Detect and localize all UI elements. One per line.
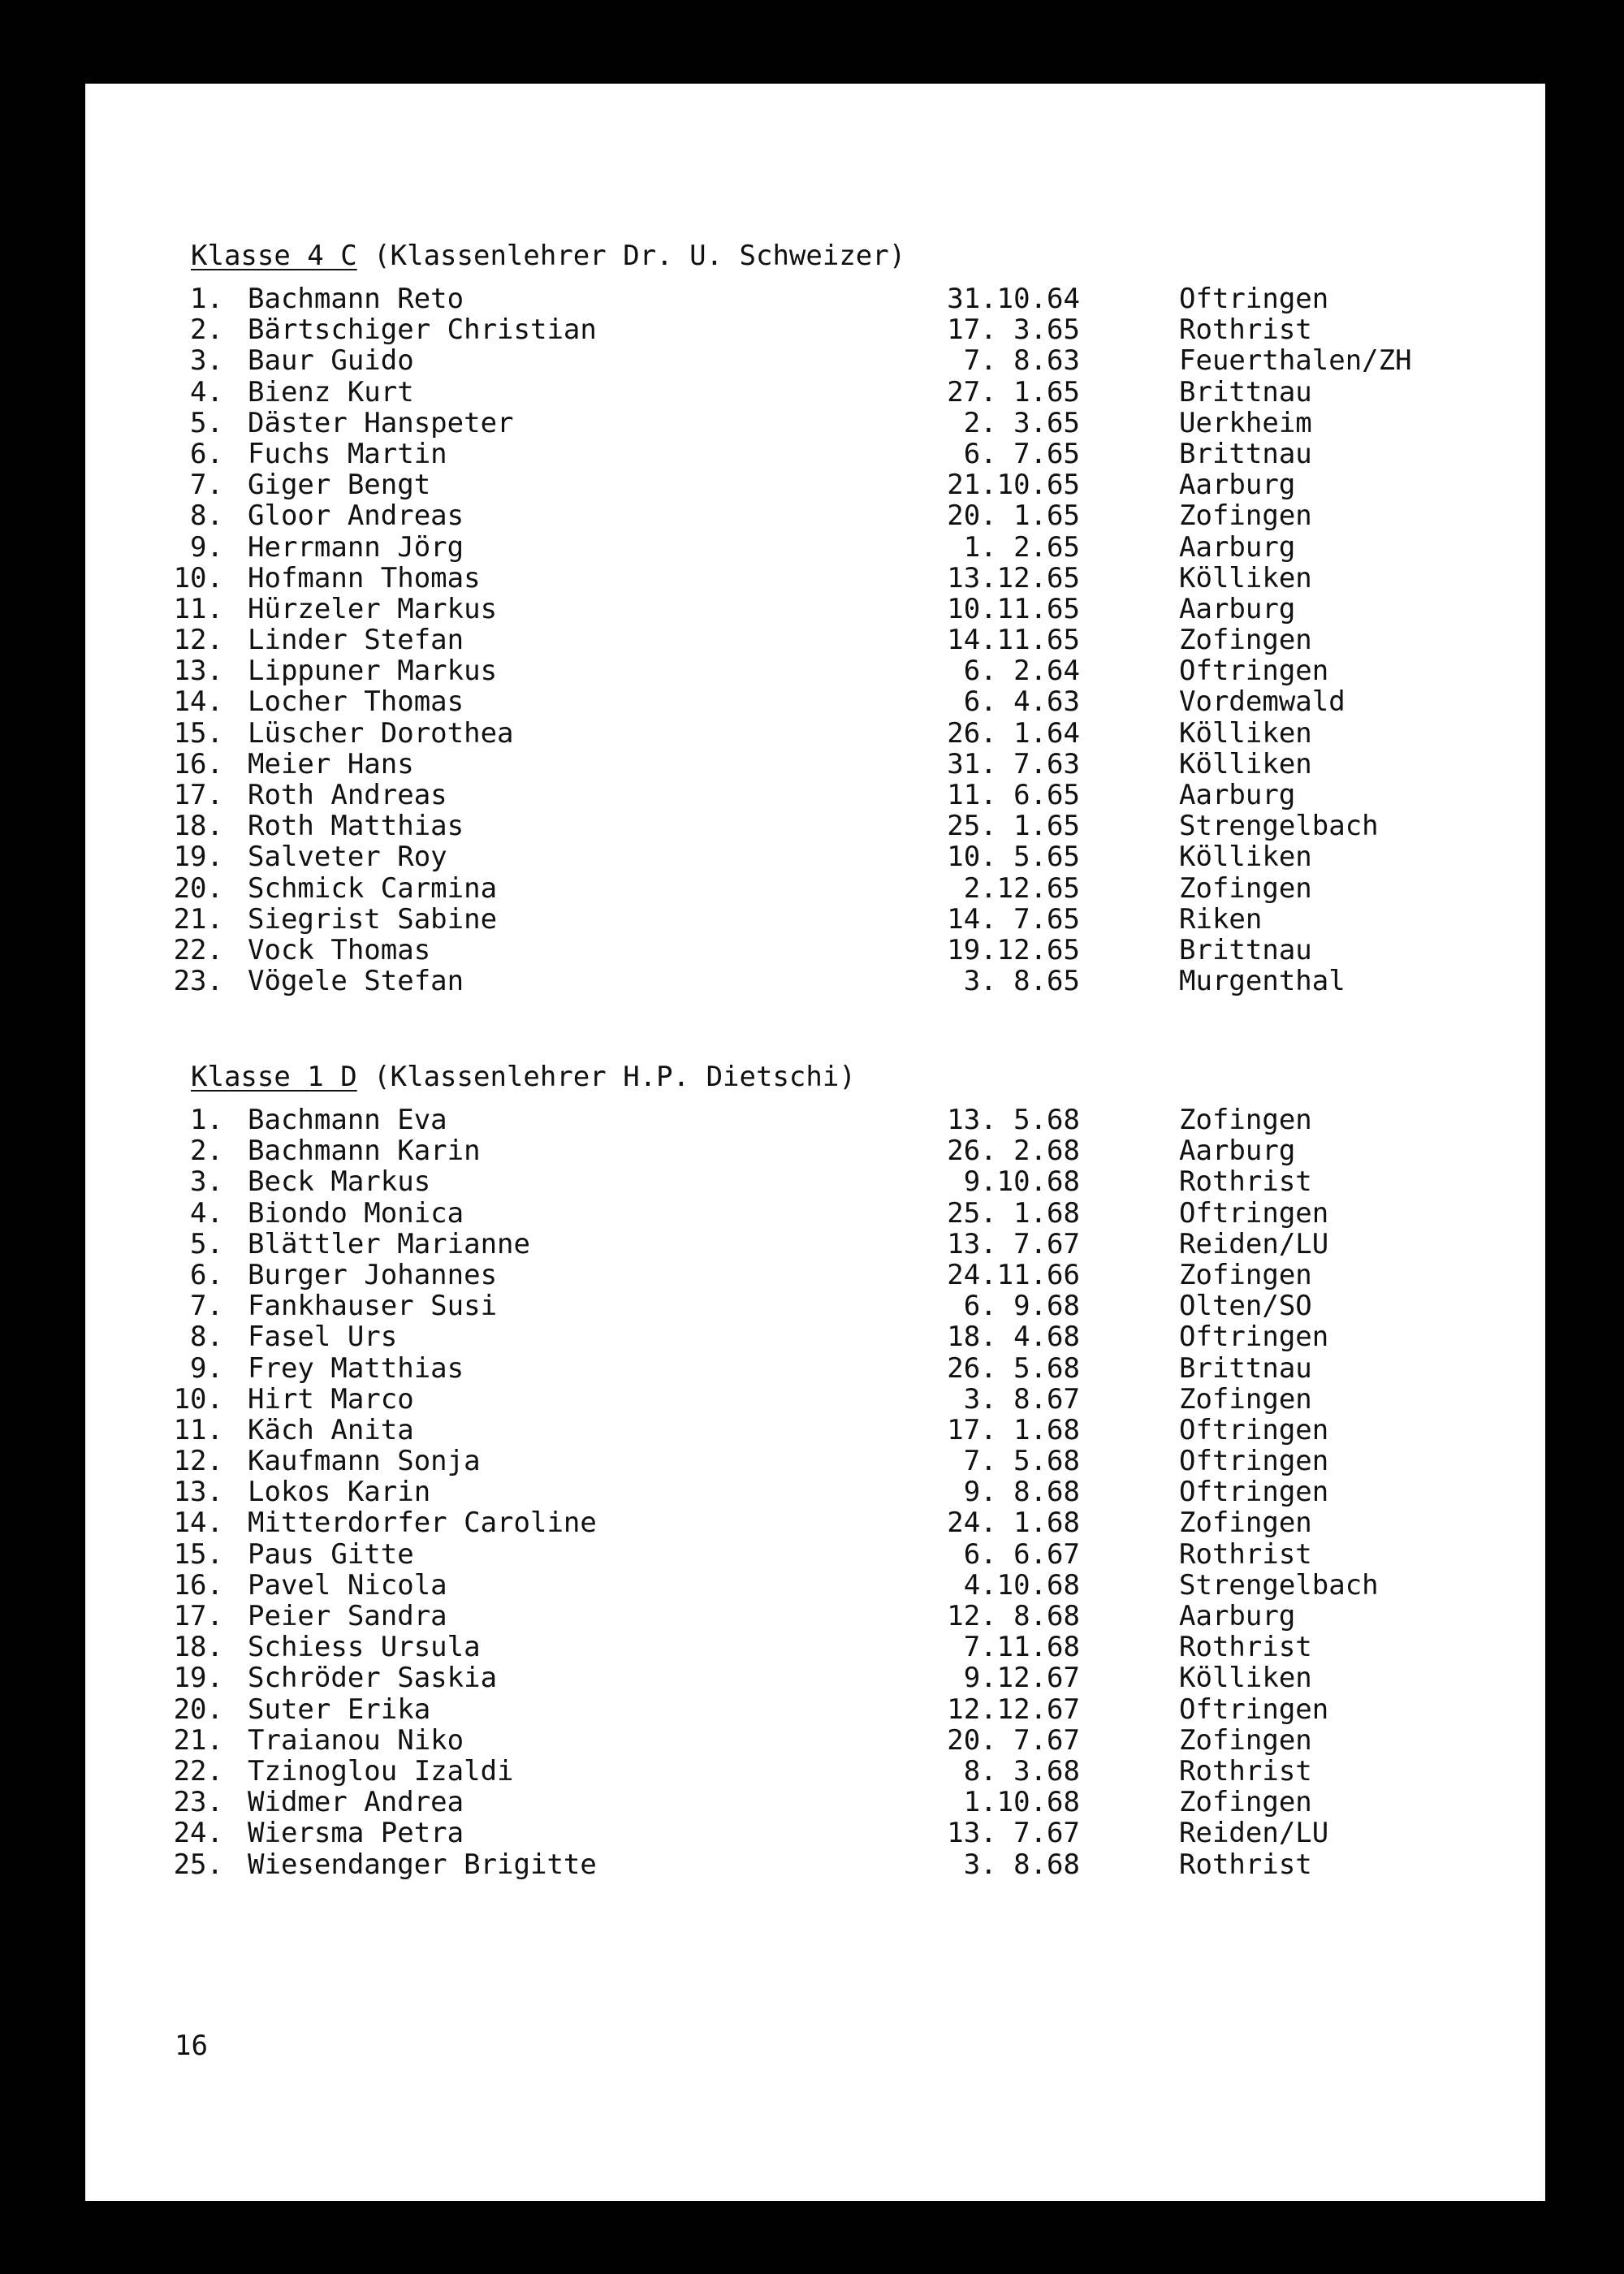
birth-date: 26. 1.64 xyxy=(947,716,1080,750)
student-name: Vock Thomas xyxy=(248,933,431,966)
table-row xyxy=(85,686,1545,717)
student-name: Schmick Carmina xyxy=(248,871,498,905)
birth-date: 6. 4.63 xyxy=(963,685,1080,719)
student-name: Wiesendanger Brigitte xyxy=(248,1848,597,1881)
birth-date: 1.10.68 xyxy=(963,1786,1080,1819)
birth-date: 3. 8.65 xyxy=(963,965,1080,998)
table-row xyxy=(85,1229,1545,1260)
row-number: 8. xyxy=(190,1321,223,1354)
hometown: Brittnau xyxy=(1179,437,1312,470)
birth-date: 31. 7.63 xyxy=(947,747,1080,780)
table-row xyxy=(85,1105,1545,1135)
table-row xyxy=(85,1166,1545,1197)
birth-date: 10.11.65 xyxy=(947,592,1080,625)
table-row xyxy=(85,873,1545,904)
birth-date: 21.10.65 xyxy=(947,469,1080,502)
row-number: 15. xyxy=(173,716,223,750)
table-row xyxy=(85,718,1545,749)
student-name: Roth Andreas xyxy=(248,779,447,811)
table-row xyxy=(85,1260,1545,1290)
student-name: Gloor Andreas xyxy=(248,499,464,533)
student-name: Tzinoglou Izaldi xyxy=(248,1754,514,1788)
student-name: Däster Hanspeter xyxy=(248,406,514,439)
student-name: Siegrist Sabine xyxy=(248,902,498,936)
student-name: Bachmann Reto xyxy=(248,283,464,315)
student-name: Suter Erika xyxy=(248,1693,431,1726)
birth-date: 2. 3.65 xyxy=(963,406,1080,439)
row-number: 21. xyxy=(173,902,223,936)
hometown: Kölliken xyxy=(1179,716,1312,750)
hometown: Zofingen xyxy=(1179,1258,1312,1291)
hometown: Aarburg xyxy=(1179,469,1296,502)
row-number: 15. xyxy=(173,1537,223,1571)
hometown: Kölliken xyxy=(1179,747,1312,780)
table-row xyxy=(85,1415,1545,1446)
hometown: Strengelbach xyxy=(1179,810,1379,843)
birth-date: 13.12.65 xyxy=(947,561,1080,594)
row-number: 12. xyxy=(173,1445,223,1478)
student-name: Vögele Stefan xyxy=(248,965,464,998)
hometown: Oftringen xyxy=(1179,655,1329,688)
birth-date: 14.11.65 xyxy=(947,624,1080,657)
row-number: 19. xyxy=(173,1662,223,1695)
row-number: 17. xyxy=(173,1600,223,1632)
hometown: Zofingen xyxy=(1179,624,1312,657)
table-row xyxy=(85,966,1545,996)
table-row xyxy=(85,314,1545,345)
student-name: Schiess Ursula xyxy=(248,1631,481,1664)
birth-date: 25. 1.65 xyxy=(947,810,1080,843)
student-name: Peier Sandra xyxy=(248,1600,447,1632)
student-name: Salveter Roy xyxy=(248,841,447,874)
row-number: 20. xyxy=(173,871,223,905)
birth-date: 20. 1.65 xyxy=(947,499,1080,533)
student-name: Frey Matthias xyxy=(248,1351,464,1385)
birth-date: 17. 3.65 xyxy=(947,313,1080,347)
table-row xyxy=(85,1507,1545,1538)
table-row xyxy=(85,1198,1545,1229)
row-number: 10. xyxy=(173,1382,223,1416)
hometown: Rothrist xyxy=(1179,1754,1312,1788)
hometown: Aarburg xyxy=(1179,1600,1296,1632)
table-row xyxy=(85,1694,1545,1725)
hometown: Oftringen xyxy=(1179,1196,1329,1230)
table-row xyxy=(85,904,1545,935)
student-name: Blättler Marianne xyxy=(248,1227,530,1260)
table-row xyxy=(85,1446,1545,1476)
birth-date: 9.12.67 xyxy=(963,1662,1080,1695)
table-row xyxy=(85,283,1545,314)
birth-date: 19.12.65 xyxy=(947,933,1080,966)
student-name: Biondo Monica xyxy=(248,1196,464,1230)
row-number: 6. xyxy=(190,1258,223,1291)
hometown: Riken xyxy=(1179,902,1263,936)
birth-date: 6. 6.67 xyxy=(963,1537,1080,1571)
birth-date: 25. 1.68 xyxy=(947,1196,1080,1230)
row-number: 11. xyxy=(173,1413,223,1446)
student-name: Baur Guido xyxy=(248,344,414,378)
hometown: Kölliken xyxy=(1179,561,1312,594)
table-row xyxy=(85,1756,1545,1787)
class-1d-student-list xyxy=(85,1105,1545,1880)
student-name: Schröder Saskia xyxy=(248,1662,498,1695)
hometown: Rothrist xyxy=(1179,1165,1312,1199)
student-name: Bienz Kurt xyxy=(248,375,414,409)
hometown: Kölliken xyxy=(1179,1662,1312,1695)
row-number: 24. xyxy=(173,1817,223,1850)
birth-date: 24. 1.68 xyxy=(947,1507,1080,1540)
table-row xyxy=(85,1539,1545,1570)
row-number: 11. xyxy=(173,592,223,625)
birth-date: 10. 5.65 xyxy=(947,841,1080,874)
table-row xyxy=(85,780,1545,811)
hometown: Zofingen xyxy=(1179,1786,1312,1819)
row-number: 3. xyxy=(190,344,223,378)
row-number: 12. xyxy=(173,624,223,657)
birth-date: 27. 1.65 xyxy=(947,375,1080,409)
class-1d-heading xyxy=(191,1061,856,1093)
row-number: 2. xyxy=(190,1135,223,1168)
table-row xyxy=(85,841,1545,872)
student-name: Giger Bengt xyxy=(248,469,431,502)
student-name: Widmer Andrea xyxy=(248,1786,464,1819)
table-row xyxy=(85,811,1545,841)
row-number: 5. xyxy=(190,406,223,439)
table-row xyxy=(85,935,1545,966)
student-name: Mitterdorfer Caroline xyxy=(248,1507,597,1540)
student-name: Käch Anita xyxy=(248,1413,414,1446)
table-row xyxy=(85,1135,1545,1166)
student-name: Hirt Marco xyxy=(248,1382,414,1416)
birth-date: 7. 5.68 xyxy=(963,1445,1080,1478)
birth-date: 2.12.65 xyxy=(963,871,1080,905)
table-row xyxy=(85,1725,1545,1756)
student-name: Lokos Karin xyxy=(248,1476,431,1509)
student-name: Hofmann Thomas xyxy=(248,561,481,594)
birth-date: 13. 7.67 xyxy=(947,1227,1080,1260)
row-number: 20. xyxy=(173,1693,223,1726)
birth-date: 31.10.64 xyxy=(947,283,1080,315)
hometown: Oftringen xyxy=(1179,1693,1329,1726)
birth-date: 26. 5.68 xyxy=(947,1351,1080,1385)
student-name: Bachmann Karin xyxy=(248,1135,481,1168)
hometown: Oftringen xyxy=(1179,1321,1329,1354)
table-row xyxy=(85,439,1545,469)
hometown: Aarburg xyxy=(1179,779,1296,811)
hometown: Aarburg xyxy=(1179,1135,1296,1168)
row-number: 4. xyxy=(190,375,223,409)
student-name: Locher Thomas xyxy=(248,685,464,719)
student-name: Traianou Niko xyxy=(248,1723,464,1757)
student-name: Fankhauser Susi xyxy=(248,1290,498,1323)
row-number: 22. xyxy=(173,1754,223,1788)
hometown: Uerkheim xyxy=(1179,406,1312,439)
birth-date: 12. 8.68 xyxy=(947,1600,1080,1632)
student-name: Wiersma Petra xyxy=(248,1817,464,1850)
table-row xyxy=(85,500,1545,531)
table-row xyxy=(85,532,1545,563)
hometown: Feuerthalen/ZH xyxy=(1179,344,1412,378)
table-row xyxy=(85,563,1545,594)
student-name: Bachmann Eva xyxy=(248,1104,447,1136)
row-number: 4. xyxy=(190,1196,223,1230)
row-number: 25. xyxy=(173,1848,223,1881)
hometown: Reiden/LU xyxy=(1179,1227,1329,1260)
row-number: 16. xyxy=(173,1568,223,1602)
hometown: Rothrist xyxy=(1179,313,1312,347)
hometown: Strengelbach xyxy=(1179,1568,1379,1602)
class-4c-heading xyxy=(191,240,905,272)
birth-date: 6. 2.64 xyxy=(963,655,1080,688)
table-row xyxy=(85,1662,1545,1693)
birth-date: 9.10.68 xyxy=(963,1165,1080,1199)
row-number: 6. xyxy=(190,437,223,470)
row-number: 8. xyxy=(190,499,223,533)
table-row xyxy=(85,1290,1545,1321)
row-number: 1. xyxy=(190,1104,223,1136)
hometown: Rothrist xyxy=(1179,1848,1312,1881)
hometown: Olten/SO xyxy=(1179,1290,1312,1323)
table-row xyxy=(85,594,1545,625)
hometown: Oftringen xyxy=(1179,283,1329,315)
student-name: Hürzeler Markus xyxy=(248,592,498,625)
row-number: 5. xyxy=(190,1227,223,1260)
birth-date: 13. 7.67 xyxy=(947,1817,1080,1850)
student-name: Linder Stefan xyxy=(248,624,464,657)
birth-date: 11. 6.65 xyxy=(947,779,1080,811)
table-row xyxy=(85,1818,1545,1848)
row-number: 23. xyxy=(173,1786,223,1819)
hometown: Aarburg xyxy=(1179,592,1296,625)
student-name: Herrmann Jörg xyxy=(248,530,464,564)
hometown: Kölliken xyxy=(1179,841,1312,874)
row-number: 16. xyxy=(173,747,223,780)
row-number: 19. xyxy=(173,841,223,874)
row-number: 7. xyxy=(190,469,223,502)
student-name: Fuchs Martin xyxy=(248,437,447,470)
table-row xyxy=(85,1787,1545,1818)
birth-date: 24.11.66 xyxy=(947,1258,1080,1291)
row-number: 18. xyxy=(173,810,223,843)
student-name: Bärtschiger Christian xyxy=(248,313,597,347)
birth-date: 8. 3.68 xyxy=(963,1754,1080,1788)
table-row xyxy=(85,655,1545,686)
hometown: Murgenthal xyxy=(1179,965,1345,998)
birth-date: 17. 1.68 xyxy=(947,1413,1080,1446)
birth-date: 18. 4.68 xyxy=(947,1321,1080,1354)
hometown: Zofingen xyxy=(1179,499,1312,533)
table-row xyxy=(85,377,1545,408)
student-name: Lüscher Dorothea xyxy=(248,716,514,750)
table-row xyxy=(85,1384,1545,1415)
hometown: Oftringen xyxy=(1179,1445,1329,1478)
table-row xyxy=(85,408,1545,439)
hometown: Brittnau xyxy=(1179,1351,1312,1385)
birth-date: 1. 2.65 xyxy=(963,530,1080,564)
row-number: 14. xyxy=(173,1507,223,1540)
hometown: Oftringen xyxy=(1179,1413,1329,1446)
birth-date: 3. 8.67 xyxy=(963,1382,1080,1416)
row-number: 13. xyxy=(173,655,223,688)
hometown: Oftringen xyxy=(1179,1476,1329,1509)
birth-date: 4.10.68 xyxy=(963,1568,1080,1602)
class-4c-teacher: (Klassenlehrer Dr. U. Schweizer) xyxy=(356,240,906,272)
birth-date: 6. 7.65 xyxy=(963,437,1080,470)
table-row xyxy=(85,1570,1545,1601)
birth-date: 12.12.67 xyxy=(947,1693,1080,1726)
hometown: Brittnau xyxy=(1179,375,1312,409)
class-4c-title: Klasse 4 C xyxy=(191,240,357,272)
row-number: 22. xyxy=(173,933,223,966)
row-number: 1. xyxy=(190,283,223,315)
student-name: Pavel Nicola xyxy=(248,1568,447,1602)
row-number: 23. xyxy=(173,965,223,998)
row-number: 9. xyxy=(190,530,223,564)
birth-date: 7.11.68 xyxy=(963,1631,1080,1664)
birth-date: 7. 8.63 xyxy=(963,344,1080,378)
hometown: Zofingen xyxy=(1179,1507,1312,1540)
birth-date: 13. 5.68 xyxy=(947,1104,1080,1136)
student-name: Roth Matthias xyxy=(248,810,464,843)
table-row xyxy=(85,625,1545,655)
page-number: 16 xyxy=(175,2030,208,2062)
birth-date: 9. 8.68 xyxy=(963,1476,1080,1509)
table-row xyxy=(85,1476,1545,1507)
row-number: 14. xyxy=(173,685,223,719)
row-number: 9. xyxy=(190,1351,223,1385)
hometown: Brittnau xyxy=(1179,933,1312,966)
row-number: 7. xyxy=(190,1290,223,1323)
student-name: Lippuner Markus xyxy=(248,655,498,688)
student-name: Beck Markus xyxy=(248,1165,431,1199)
row-number: 21. xyxy=(173,1723,223,1757)
hometown: Zofingen xyxy=(1179,1723,1312,1757)
table-row xyxy=(85,749,1545,780)
hometown: Rothrist xyxy=(1179,1631,1312,1664)
class-1d-title: Klasse 1 D xyxy=(191,1061,357,1093)
class-1d-teacher: (Klassenlehrer H.P. Dietschi) xyxy=(356,1061,856,1093)
hometown: Zofingen xyxy=(1179,871,1312,905)
student-name: Burger Johannes xyxy=(248,1258,498,1291)
table-row xyxy=(85,1632,1545,1662)
table-row xyxy=(85,1321,1545,1352)
hometown: Zofingen xyxy=(1179,1104,1312,1136)
table-row xyxy=(85,469,1545,500)
table-row xyxy=(85,1601,1545,1632)
hometown: Aarburg xyxy=(1179,530,1296,564)
hometown: Vordemwald xyxy=(1179,685,1345,719)
row-number: 18. xyxy=(173,1631,223,1664)
hometown: Reiden/LU xyxy=(1179,1817,1329,1850)
document-page xyxy=(85,84,1545,2201)
birth-date: 20. 7.67 xyxy=(947,1723,1080,1757)
table-row xyxy=(85,1849,1545,1880)
student-name: Paus Gitte xyxy=(248,1537,414,1571)
table-row xyxy=(85,345,1545,376)
student-name: Meier Hans xyxy=(248,747,414,780)
birth-date: 26. 2.68 xyxy=(947,1135,1080,1168)
row-number: 2. xyxy=(190,313,223,347)
class-4c-student-list xyxy=(85,283,1545,996)
row-number: 17. xyxy=(173,779,223,811)
birth-date: 3. 8.68 xyxy=(963,1848,1080,1881)
row-number: 13. xyxy=(173,1476,223,1509)
row-number: 10. xyxy=(173,561,223,594)
hometown: Rothrist xyxy=(1179,1537,1312,1571)
table-row xyxy=(85,1353,1545,1384)
student-name: Fasel Urs xyxy=(248,1321,398,1354)
student-name: Kaufmann Sonja xyxy=(248,1445,481,1478)
birth-date: 14. 7.65 xyxy=(947,902,1080,936)
row-number: 3. xyxy=(190,1165,223,1199)
birth-date: 6. 9.68 xyxy=(963,1290,1080,1323)
hometown: Zofingen xyxy=(1179,1382,1312,1416)
